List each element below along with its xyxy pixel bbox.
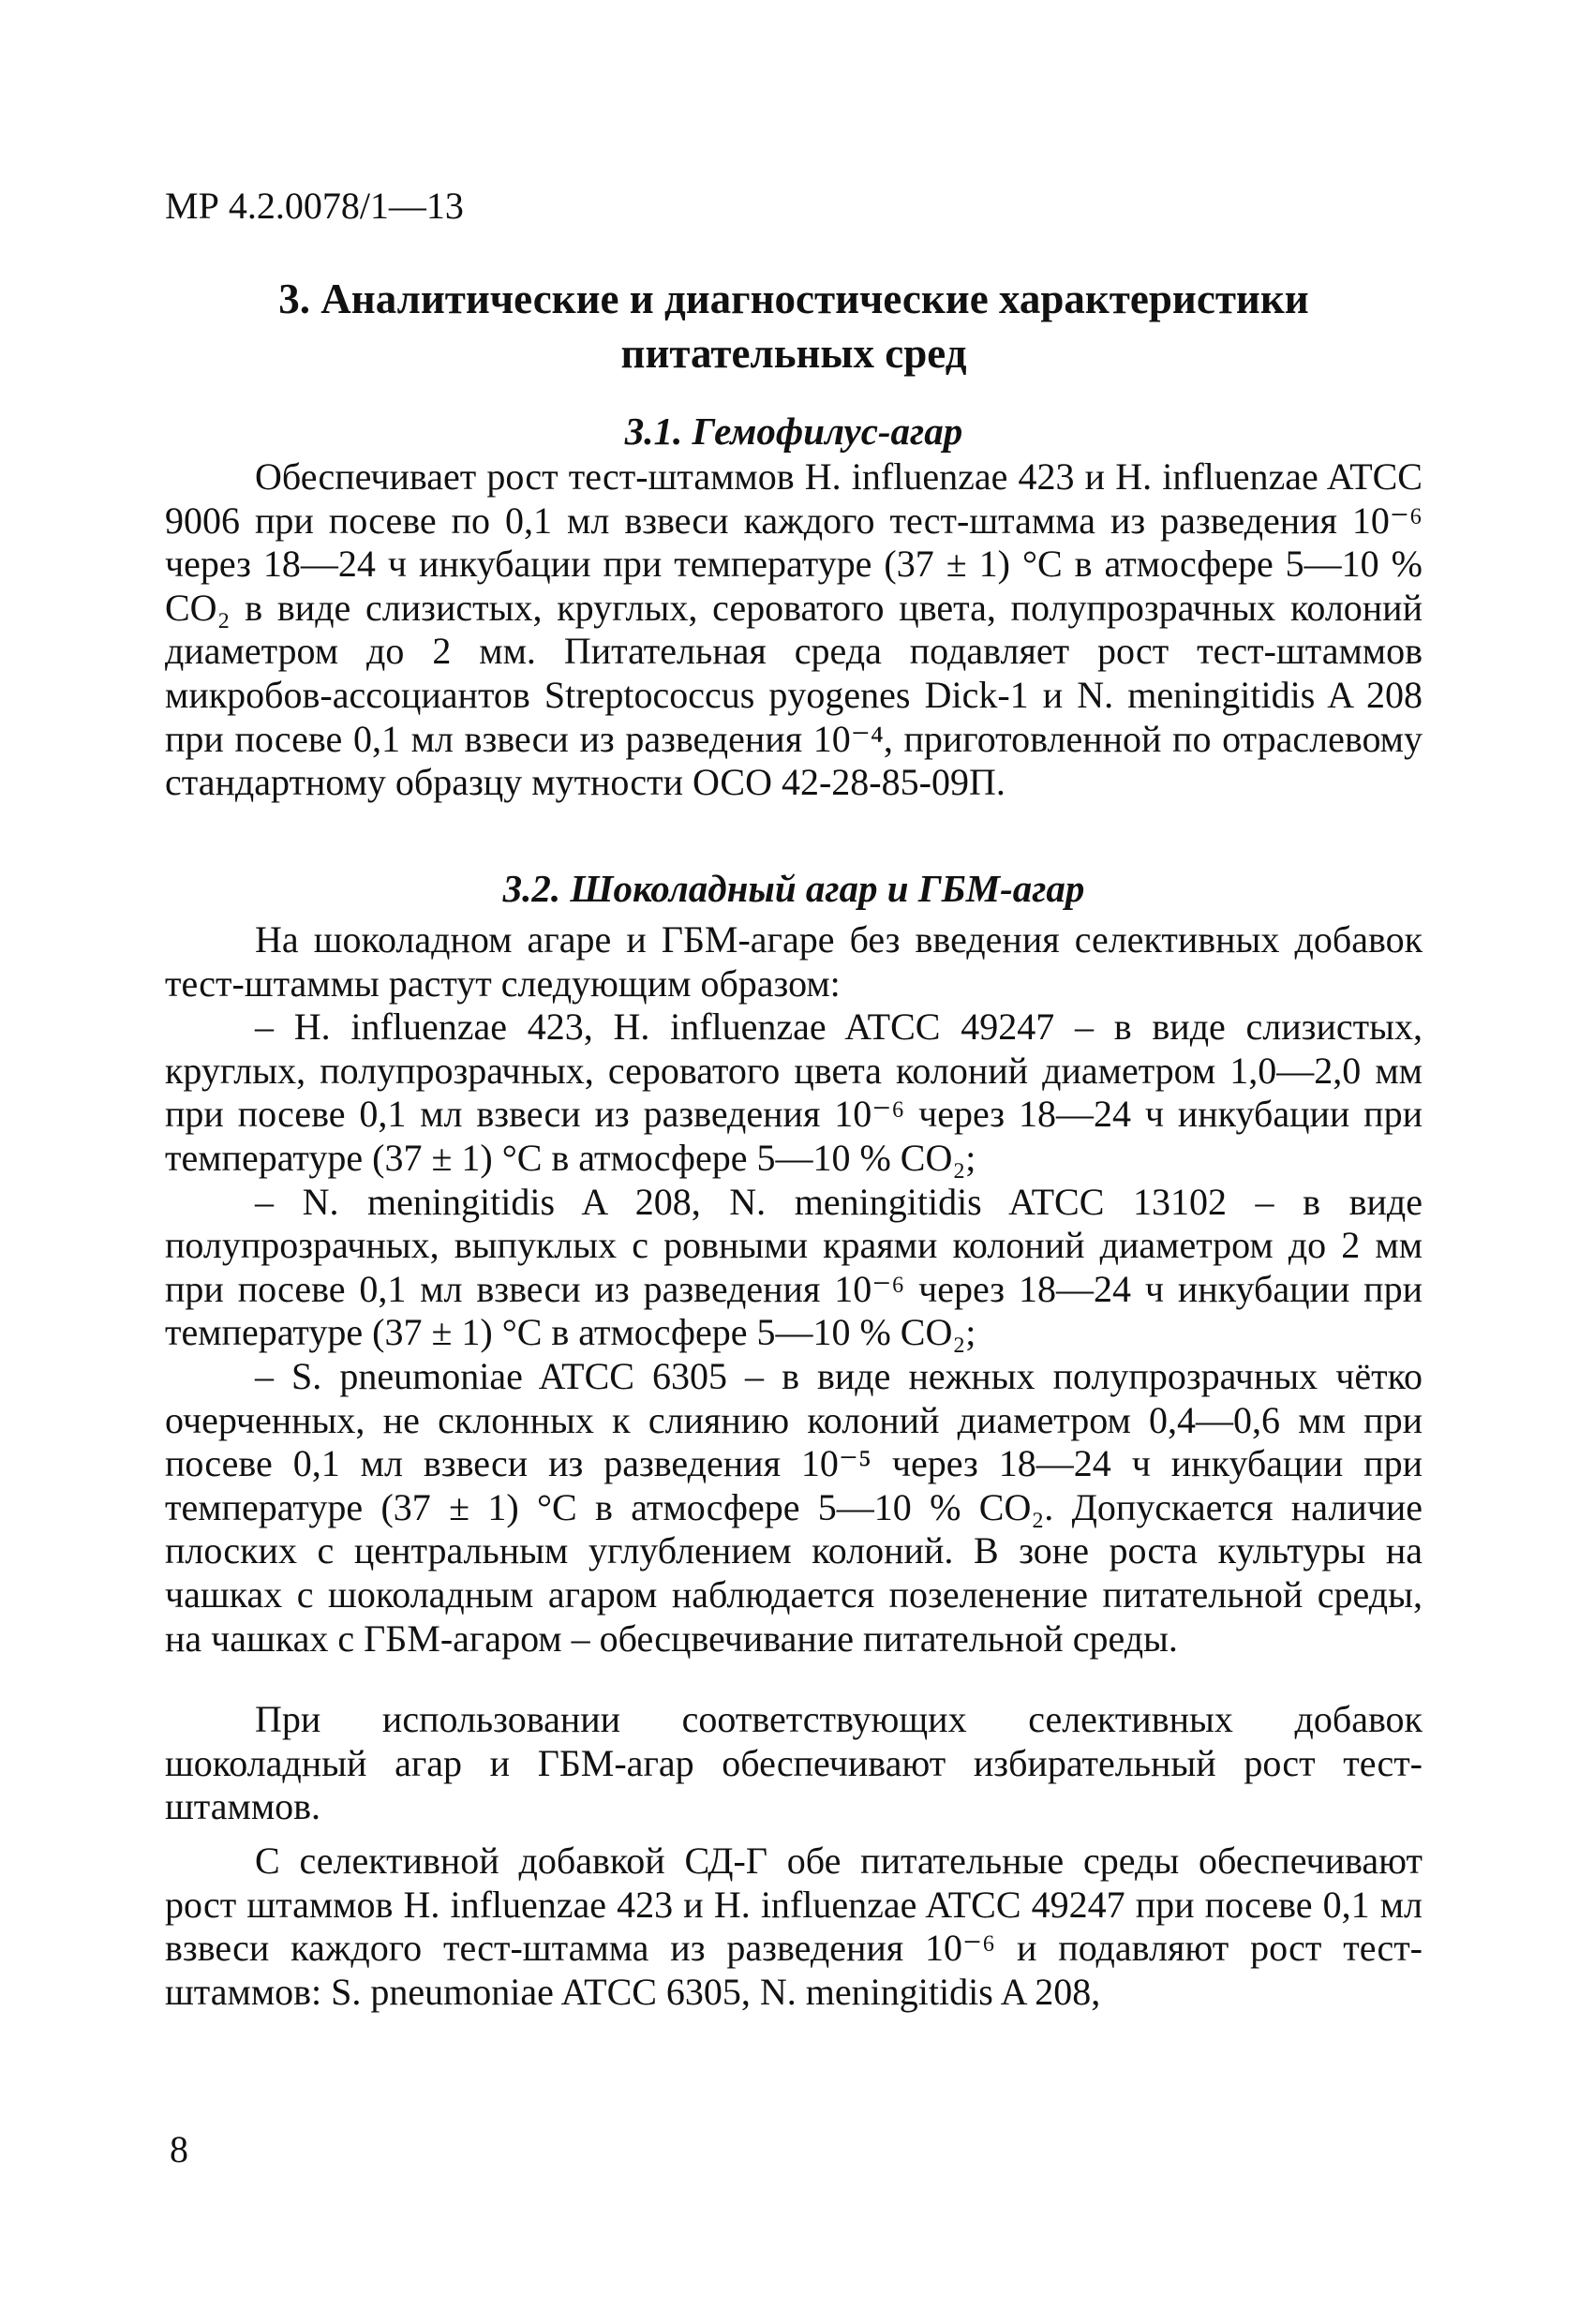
subsection-title-hemophilus-agar: 3.1. Гемофилус-агар bbox=[624, 410, 963, 453]
sdg-additive-block bbox=[165, 1840, 1423, 2014]
section-title: 3. Аналитические и диагностические характеристики питательных сред bbox=[278, 276, 1309, 377]
document-code: МР 4.2.0078/1—13 bbox=[165, 185, 464, 227]
subsection-hemophilus-agar-body bbox=[165, 455, 1423, 805]
paragraph-hemophilus-agar: Обеспечивает рост тест-штаммов H. influenzae 423 и H. influenzae ATCC 9006 при посеве по 0,1 мл взвеси каждого тест-штамма из разведения 10⁻⁶ через 18—24 ч инкубации при температуре (37 ± 1) °С в атмосфере 5—10 % CO₂ в виде слизистых, круглых, сероватого цвета, полупрозрачных колоний диаметром до 2 мм. Питательная среда подавляет рост тест-штаммов микробов-ассоциантов Streptococcus pyogenes Dick-1 и N. meningitidis A 208 при посеве 0,1 мл взвеси из разведения 10⁻⁴, приготовленной по отраслевому стандартному образцу мутности ОСО 42-28-85-09П. bbox=[165, 455, 1423, 804]
selective-additives-block bbox=[165, 1698, 1423, 1829]
paragraph-sdg-additive: С селективной добавкой СД-Г обе питательные среды обеспечивают рост штаммов H. influenzae 423 и H. influenzae ATCC 49247 при посеве 0,1 мл взвеси каждого тест-штамма из разведения 10⁻⁶ и подавляют рост тест-штаммов: S. pneumoniae ATCC 6305, N. meningitidis A 208, bbox=[165, 1840, 1423, 2013]
paragraph-selective-additives: При использовании соответствующих селективных добавок шоколадный агар и ГБМ-агар обеспечивают избирательный рост тест-штаммов. bbox=[165, 1698, 1423, 1828]
list-item-n-meningitidis: – N. meningitidis A 208, N. meningitidis ATCC 13102 – в виде полупрозрачных, выпуклых с ровными краями колоний диаметром до 2 мм при посеве 0,1 мл взвеси из разведения 10⁻⁶ через 18—24 ч инкубации при температуре (37 ± 1) °С в атмосфере 5—10 % CO₂; bbox=[165, 1180, 1423, 1354]
list-item-h-influenzae: – H. influenzae 423, H. influenzae ATCC 49247 – в виде слизистых, круглых, полупрозрачных, сероватого цвета колоний диаметром 1,0—2,0 мм при посеве 0,1 мл взвеси из разведения 10⁻⁶ через 18—24 ч инкубации при температуре (37 ± 1) °С в атмосфере 5—10 % CO₂; bbox=[165, 1006, 1423, 1179]
subsection-chocolate-agar-body bbox=[165, 918, 1423, 1661]
paragraph-chocolate-intro: На шоколадном агаре и ГБМ-агаре без введения селективных добавок тест-штаммы растут следующим образом: bbox=[165, 918, 1423, 1005]
subsection-title-chocolate-agar: 3.2. Шоколадный агар и ГБМ-агар bbox=[502, 867, 1085, 910]
list-item-s-pneumoniae: – S. pneumoniae ATCC 6305 – в виде нежных полупрозрачных чётко очерченных, не склонных к слиянию колоний диаметром 0,4—0,6 мм при посеве 0,1 мл взвеси из разведения 10⁻⁵ через 18—24 ч инкубации при температуре (37 ± 1) °С в атмосфере 5—10 % CO₂. Допускается наличие плоских с центральным углублением колоний. В зоне роста культуры на чашках с шоколадным агаром наблюдается позеленение питательной среды, на чашках с ГБМ-агаром – обесцвечивание питательной среды. bbox=[165, 1354, 1423, 1660]
page-number: 8 bbox=[170, 2128, 188, 2170]
